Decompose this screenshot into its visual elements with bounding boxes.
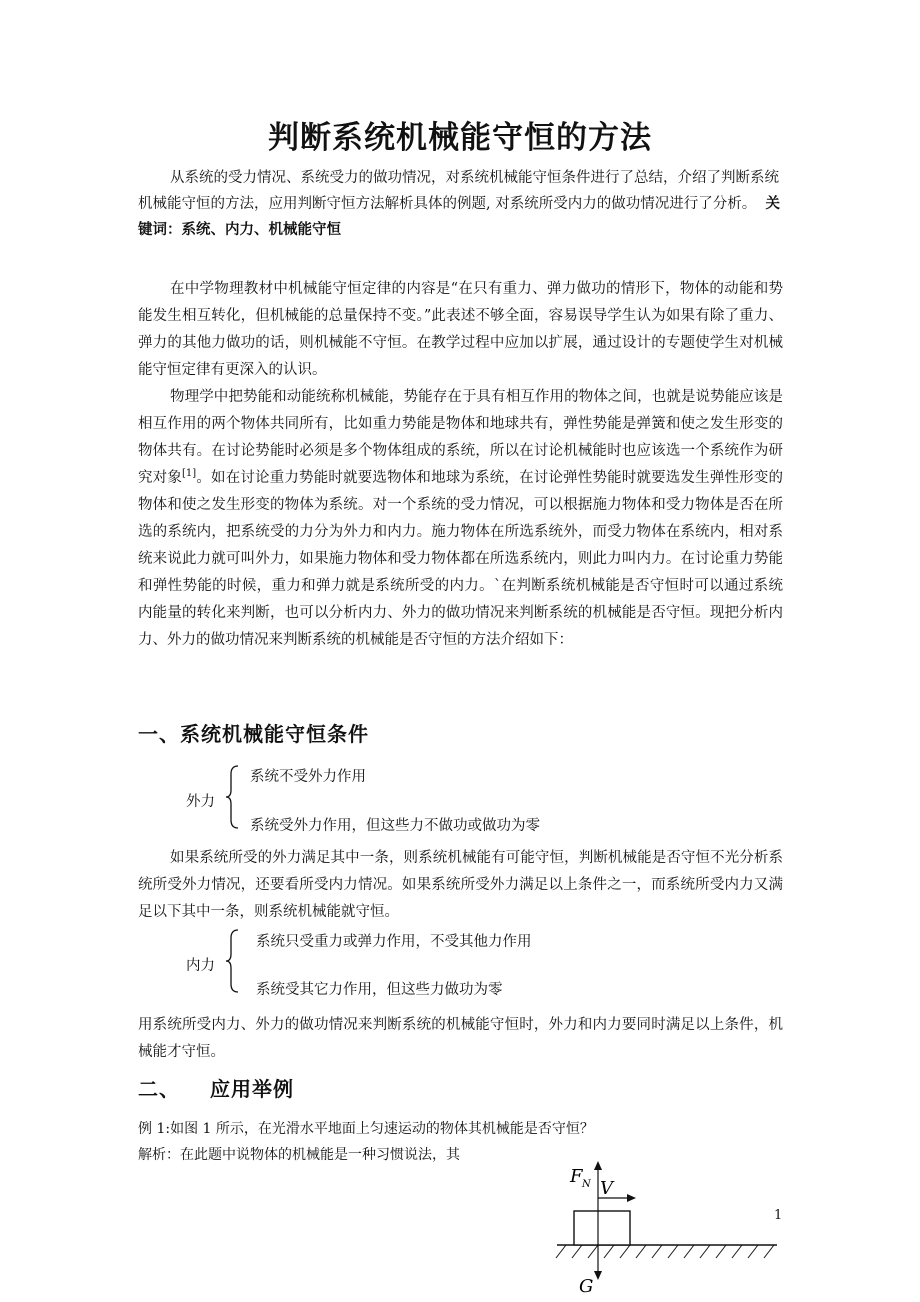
document-title: 判断系统机械能守恒的方法 [268, 120, 652, 156]
normal-force-label: F [570, 1166, 583, 1187]
section-heading-2-number: 二、 [138, 1077, 180, 1101]
velocity-arrow-icon [627, 1194, 636, 1202]
external-force-conditions [186, 762, 666, 832]
page-number: 1 [774, 1208, 783, 1223]
external-condition-1: 系统不受外力作用 [250, 769, 366, 785]
paragraph-summary: 用系统所受内力、外力的做功情况来判断系统的机械能守恒时，外力和内力要同时满足以上条件，机械能才守恒。 [138, 1017, 783, 1060]
internal-force-label: 内力 [186, 958, 215, 974]
block [574, 1211, 630, 1245]
keywords: 关键词：系统、内力、机械能守恒 [138, 195, 780, 238]
external-force-label: 外力 [186, 794, 215, 810]
gravity-label: G [579, 1276, 594, 1297]
section-heading-1: 一、系统机械能守恒条件 [138, 722, 369, 746]
figure-1-block-diagram [552, 1158, 782, 1298]
paragraph-energy-part2: 。如在讨论重力势能时就要选物体和地球为系统，在讨论弹性势能时就要选发生弹性形变的物体和使之发生形变的物体为系统。对一个系统的受力情况，可以根据施力物体和受力物体是否在所选的系统内，把系统受的力分为外力和内力。施力物体在所选系统外，而受力物体在系统内，相对系统来说此力就可叫外力，如果施力物体和受力物体都在所选系统内，则此力叫内力。在讨论重力势能和弹性势能的时候，重力和弹力就是系统所受的内力。`在判断系统机械能是否守恒时可以通过系统内能量的转化来判断，也可以分析内力、外力的做功情况来判断系统的机械能是否守恒。现把分析内力、外力的做功情况来判断系统的机械能是否守恒的方法介绍如下： [138, 470, 784, 648]
citation-marker: [1] [182, 468, 197, 480]
normal-force-arrow-icon [594, 1161, 602, 1170]
internal-force-conditions [186, 926, 666, 996]
left-brace-icon [224, 926, 242, 996]
paragraph-conditions: 如果系统所受的外力满足其中一条，则系统机械能有可能守恒，判断机械能是否守恒不光分析系统所受外力情况，还要看所受内力情况。如果系统所受外力满足以上条件之一，而系统所受内力又满足以下其中一条，则系统机械能就守恒。 [138, 850, 783, 920]
abstract [138, 166, 788, 243]
left-brace-icon [224, 762, 242, 832]
paragraph-energy [138, 384, 783, 654]
internal-condition-1: 系统只受重力或弹力作用，不受其他力作用 [256, 934, 532, 950]
paragraph-intro: 在中学物理教材中机械能守恒定律的内容是“在只有重力、弹力做功的情形下，物体的动能和势能发生相互转化，但机械能的总量保持不变。”此表述不够全面，容易误导学生认为如果有除了重力、弹力的其他力做功的话，则机械能不守恒。在教学过程中应加以扩展，通过设计的专题使学生对机械能守恒定律有更深入的认识。 [138, 281, 783, 378]
example-1: 例 1:如图 1 所示，在光滑水平地面上匀速运动的物体其机械能是否守恒？ [138, 1121, 594, 1137]
section-heading-2 [138, 1073, 294, 1102]
velocity-label: V [600, 1178, 613, 1199]
internal-condition-2: 系统受其它力作用，但这些力做功为零 [256, 982, 503, 998]
paragraph-energy-part1: 物理学中把势能和动能统称机械能，势能存在于具有相互作用的物体之间，也就是说势能应该是相互作用的两个物体共同所有，比如重力势能是物体和地球共有，弹性势能是弹簧和使之发生形变的物体共有。在讨论势能时必须是多个物体组成的系统，所以在讨论机械能时也应该选一个系统作为研究对象 [138, 389, 783, 486]
abstract-text: 从系统的受力情况、系统受力的做功情况，对系统机械能守恒条件进行了总结，介绍了判断系统机械能守恒的方法，应用判断守恒方法解析具体的例题, 对系统所受内力的做功情况进行了分析。 [138, 170, 779, 212]
normal-force-subscript: N [582, 1179, 591, 1190]
gravity-arrow-icon [594, 1271, 602, 1280]
analysis-text: 解析：在此题中说物体的机械能是一种习惯说法，其 [138, 1147, 460, 1163]
section-heading-2-text: 应用举例 [210, 1077, 294, 1101]
ground-hatching [556, 1245, 774, 1258]
external-condition-2: 系统受外力作用，但这些力不做功或做功为零 [250, 818, 540, 834]
